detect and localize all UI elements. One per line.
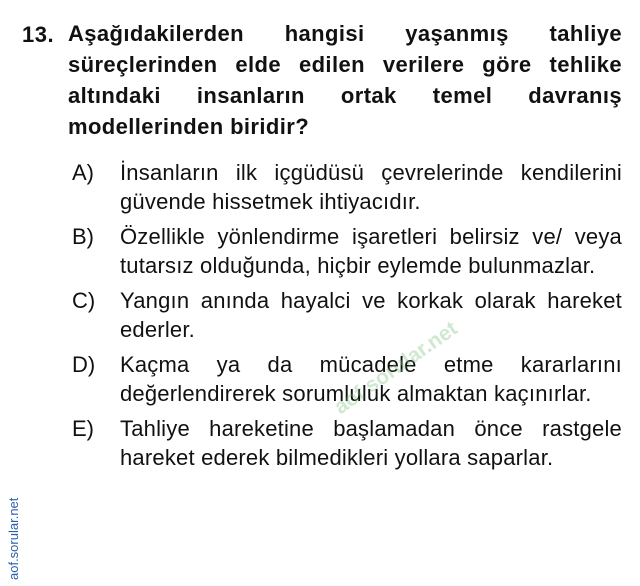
- answer-options: [72, 158, 622, 478]
- option-a-text: İnsanların ilk içgüdüsü çevrelerinde kendilerini güvende hissetmek ihtiyacıdır.: [120, 160, 622, 214]
- watermark-center: aof sorular.net: [330, 317, 462, 419]
- option-c[interactable]: [72, 286, 622, 344]
- option-e-text: Tahliye hareketine başlamadan önce rastgele hareket ederek bilmedikleri yollara saparlar.: [120, 416, 622, 470]
- question-text: Aşağıdakilerden hangisi yaşanmış tahliye süreçlerinden elde edilen verilere göre tehlike altındaki insanların ortak temel davranış modellerinden biridir?: [68, 21, 622, 139]
- option-b-letter: B): [72, 224, 94, 249]
- question-number: 13.: [22, 22, 55, 47]
- watermark-side: aof.sorular.net: [6, 497, 21, 580]
- option-d-letter: D): [72, 352, 96, 377]
- option-c-letter: C): [72, 288, 96, 313]
- option-c-text: Yangın anında hayalci ve korkak olarak hareket ederler.: [120, 288, 622, 342]
- option-e[interactable]: [72, 414, 622, 472]
- option-b-text: Özellikle yönlendirme işaretleri belirsiz ve/ veya tutarsız olduğunda, hiçbir eylemde bulunmazlar.: [120, 224, 622, 278]
- option-e-letter: E): [72, 416, 94, 441]
- option-a[interactable]: [72, 158, 622, 216]
- option-d-text: Kaçma ya da mücadele etme kararlarını değerlendirerek sorumluluk almaktan kaçınırlar.: [120, 352, 622, 406]
- option-a-letter: A): [72, 160, 94, 185]
- option-b[interactable]: [72, 222, 622, 280]
